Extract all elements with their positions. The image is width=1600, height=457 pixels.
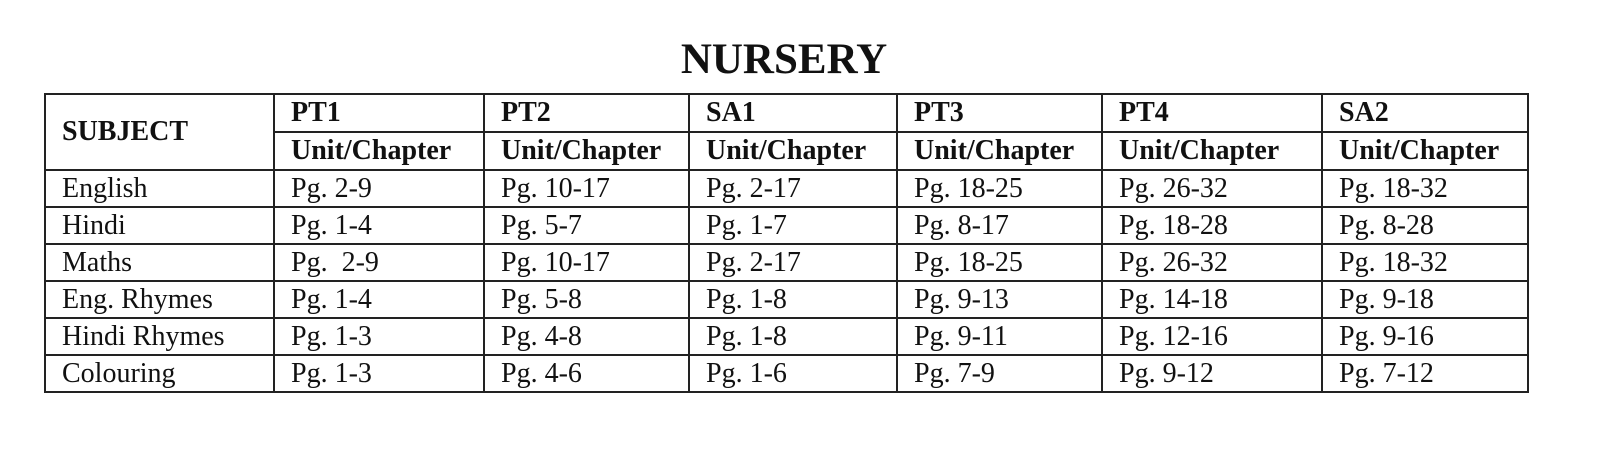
period-header: PT2	[484, 94, 689, 132]
page-range-cell: Pg. 1-8	[689, 318, 897, 355]
page-range-cell: Pg. 1-6	[689, 355, 897, 392]
period-header: SA2	[1322, 94, 1528, 132]
page-range-cell: Pg. 18-25	[897, 170, 1102, 207]
page-range-cell: Pg. 10-17	[484, 170, 689, 207]
unit-chapter-header: Unit/Chapter	[897, 132, 1102, 170]
page-range-cell: Pg. 1-8	[689, 281, 897, 318]
page-range-cell: Pg. 12-16	[1102, 318, 1322, 355]
page-range-cell: Pg. 14-18	[1102, 281, 1322, 318]
unit-chapter-header: Unit/Chapter	[484, 132, 689, 170]
page-range-cell: Pg. 8-17	[897, 207, 1102, 244]
page-range-cell: Pg. 1-4	[274, 207, 484, 244]
subject-name: Eng. Rhymes	[45, 281, 274, 318]
period-header: PT3	[897, 94, 1102, 132]
page-range-cell: Pg. 26-32	[1102, 170, 1322, 207]
table-row	[45, 244, 1528, 281]
table-row	[45, 355, 1528, 392]
header-row-periods	[45, 94, 1528, 132]
unit-chapter-header: Unit/Chapter	[274, 132, 484, 170]
unit-chapter-header: Unit/Chapter	[689, 132, 897, 170]
page-range-cell: Pg. 4-8	[484, 318, 689, 355]
unit-chapter-header: Unit/Chapter	[1322, 132, 1528, 170]
page-range-cell: Pg. 5-8	[484, 281, 689, 318]
subject-name: Hindi Rhymes	[45, 318, 274, 355]
table-row	[45, 207, 1528, 244]
page-range-cell: Pg. 9-12	[1102, 355, 1322, 392]
subject-column-header: SUBJECT	[45, 94, 274, 170]
page-range-cell: Pg. 18-32	[1322, 170, 1528, 207]
page-range-cell: Pg. 4-6	[484, 355, 689, 392]
page-title: NURSERY	[680, 36, 888, 83]
syllabus-table	[44, 93, 1529, 393]
page-range-cell: Pg. 8-28	[1322, 207, 1528, 244]
page-range-cell: Pg. 7-9	[897, 355, 1102, 392]
page-range-cell: Pg. 2-9	[274, 244, 484, 281]
table-row	[45, 318, 1528, 355]
page-range-cell: Pg. 26-32	[1102, 244, 1322, 281]
subject-name: English	[45, 170, 274, 207]
table-row	[45, 170, 1528, 207]
page-range-cell: Pg. 1-4	[274, 281, 484, 318]
page-range-cell: Pg. 7-12	[1322, 355, 1528, 392]
page-range-cell: Pg. 2-17	[689, 244, 897, 281]
page-range-cell: Pg. 2-17	[689, 170, 897, 207]
page-range-cell: Pg. 10-17	[484, 244, 689, 281]
page-range-cell: Pg. 9-18	[1322, 281, 1528, 318]
table-row	[45, 281, 1528, 318]
page-range-cell: Pg. 5-7	[484, 207, 689, 244]
page-range-cell: Pg. 9-13	[897, 281, 1102, 318]
period-header: SA1	[689, 94, 897, 132]
period-header: PT4	[1102, 94, 1322, 132]
page-range-cell: Pg. 9-11	[897, 318, 1102, 355]
page-range-cell: Pg. 18-25	[897, 244, 1102, 281]
subject-name: Hindi	[45, 207, 274, 244]
page-range-cell: Pg. 18-28	[1102, 207, 1322, 244]
subject-name: Colouring	[45, 355, 274, 392]
page-range-cell: Pg. 9-16	[1322, 318, 1528, 355]
page-range-cell: Pg. 18-32	[1322, 244, 1528, 281]
page-range-cell: Pg. 1-3	[274, 355, 484, 392]
page-range-cell: Pg. 2-9	[274, 170, 484, 207]
period-header: PT1	[274, 94, 484, 132]
page-range-cell: Pg. 1-3	[274, 318, 484, 355]
page-range-cell: Pg. 1-7	[689, 207, 897, 244]
subject-name: Maths	[45, 244, 274, 281]
unit-chapter-header: Unit/Chapter	[1102, 132, 1322, 170]
